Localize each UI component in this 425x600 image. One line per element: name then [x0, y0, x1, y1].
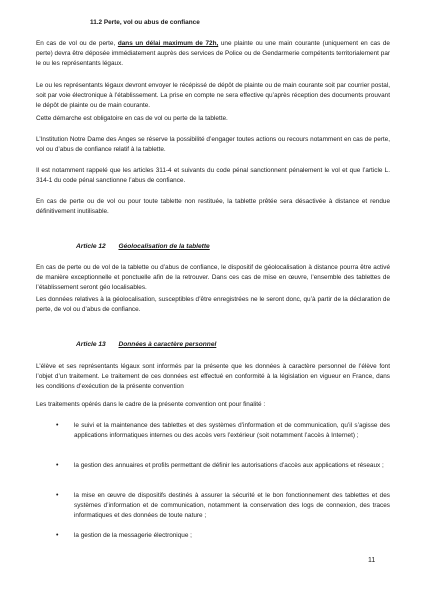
- article-12-number: Article 12: [76, 243, 106, 250]
- paragraph-penal-code: Il est notamment rappelé que les articles 311-4 et suivants du code pénal sanctionnent pénalement le vol et que l’article L. 314-1 du code pénal sanctionne l’abus de confiance.: [36, 167, 390, 185]
- paragraph-geolocation: En cas de perte ou de vol de la tablette ou d’abus de confiance, le dispositif de géolocalisation à distance pourra être activé de manière exceptionnelle et ponctuelle afin de la retrouver. Dans ces cas de mise en œuvre, l’ensemble des tablettes de l’établissement seront géo localisables.: [36, 264, 390, 292]
- paragraph-loss-theft-report: En cas de vol ou de perte, dans un délai maximum de 72h, une plainte ou une main courante (uniquement en cas de perte) devra être déposée immédiatement auprès des services de Police ou de Gendarmerie compétents territorialement par le ou les représentants légaux.: [36, 40, 390, 68]
- paragraph-purposes-intro: Les traitements opérés dans le cadre de la présente convention ont pour finalité :: [36, 401, 266, 408]
- bullet-glyph: •: [56, 462, 59, 469]
- bullet-glyph: •: [56, 422, 59, 429]
- deadline-emphasis: dans un délai maximum de 72h,: [117, 40, 219, 47]
- article-13-heading: [76, 340, 216, 350]
- list-item: la mise en œuvre de dispositifs destinés à assurer la sécurité et le bon fonctionnement des tablettes et des systèmes d’information et de communication, notamment la conservation des logs de connexion, des traces informatiques et des données de toute nature ;: [74, 492, 390, 520]
- paragraph-personal-data: L’élève et ses représentants légaux sont informés par la présente que les données à caractère personnel de l’élève font l’objet d’un traitement. Le traitement de ces données est effectué en conformité à la législation en vigueur en France, dans les conditions d’exécution de la présente convention: [36, 363, 390, 391]
- article-13-title: Données à caractère personnel: [118, 341, 217, 348]
- bullet-glyph: •: [56, 492, 59, 499]
- article-12-title: Géolocalisation de la tablette: [118, 243, 210, 250]
- paragraph-geolocation-data: Les données relatives à la géolocalisation, susceptibles d’être enregistrées ne le seront donc, qu’à partir de la déclaration de perte, de vol ou d’abus de confiance.: [36, 296, 390, 314]
- list-item: le suivi et la maintenance des tablettes et des systèmes d’information et de communication, qu’il s’agisse des applications informatiques internes ou des accès vers l’extérieur (soit notamment l’accès à Internet) ;: [74, 422, 390, 440]
- paragraph-institution-rights: L’Institution Notre Dame des Anges se réserve la possibilité d’engager toutes actions ou recours notamment en cas de perte, vol ou d’abus de confiance relatif à la tablette.: [36, 136, 390, 154]
- list-item: la gestion de la messagerie électronique ;: [74, 532, 192, 539]
- paragraph-receipt: Le ou les représentants légaux devront envoyer le récépissé de dépôt de plainte ou de main courante soit par courrier postal, soit par voie électronique à l’établissement. La prise en compte ne sera effective qu’après réception des documents prouvant le dépôt de plainte ou de main courante.: [36, 82, 390, 110]
- paragraph-deactivation: En cas de perte ou de vol ou pour toute tablette non restituée, la tablette prêtée sera désactivée à distance et rendue définitivement inutilisable.: [36, 198, 390, 216]
- list-item: la gestion des annuaires et profils permettant de définir les autorisations d’accès aux applications et réseaux ;: [74, 462, 384, 469]
- article-12-heading: [76, 242, 210, 252]
- bullet-glyph: •: [56, 532, 59, 539]
- page-number: 11: [368, 557, 376, 564]
- article-13-number: Article 13: [76, 341, 106, 348]
- section-title: 11.2 Perte, vol ou abus de confiance: [90, 19, 200, 26]
- paragraph-mandatory: Cette démarche est obligatoire en cas de vol ou perte de la tablette.: [36, 115, 228, 122]
